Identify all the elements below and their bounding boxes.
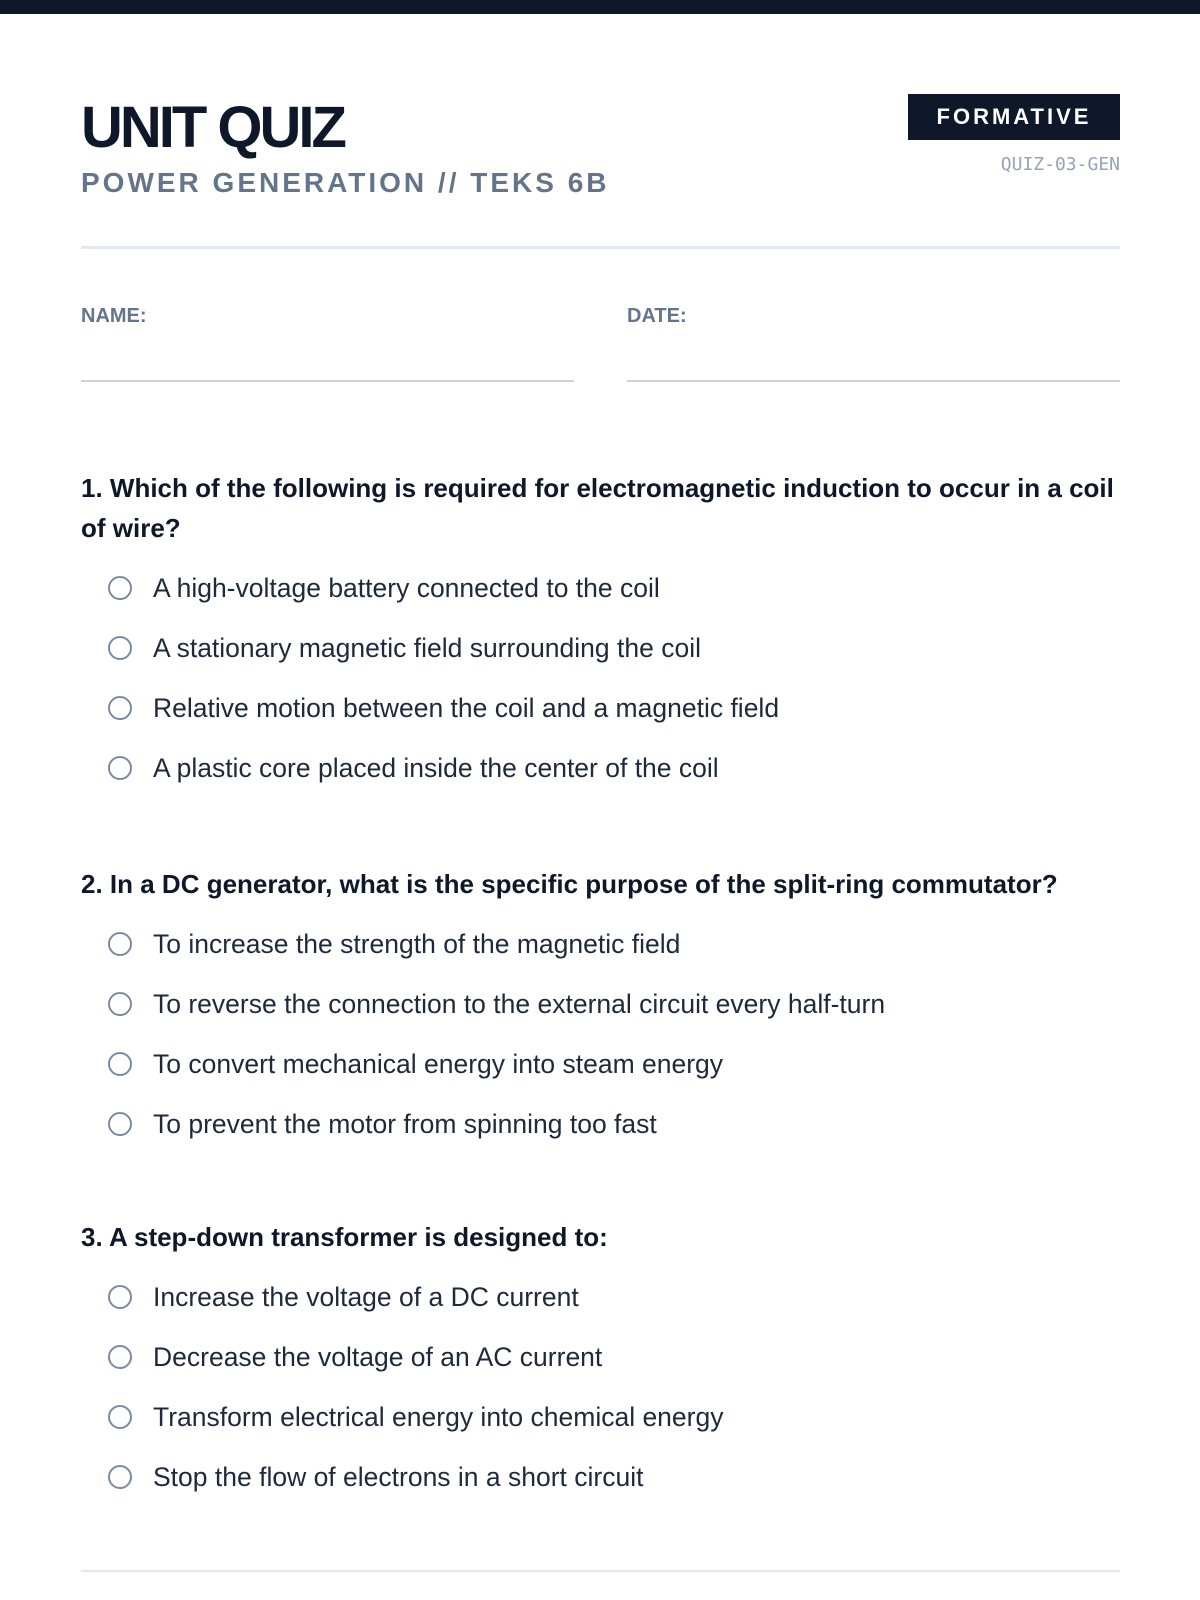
radio-button-icon[interactable] — [108, 992, 132, 1016]
quiz-code: QUIZ-03-GEN — [1000, 154, 1120, 175]
answer-option[interactable] — [81, 927, 1120, 987]
radio-button-icon[interactable] — [108, 1112, 132, 1136]
answer-option[interactable] — [81, 1107, 1120, 1167]
answer-option[interactable] — [81, 691, 1120, 751]
radio-button-icon[interactable] — [108, 1405, 132, 1429]
page-title: UNIT QUIZ — [81, 95, 344, 160]
option-label: Relative motion between the coil and a magnetic field — [153, 693, 780, 723]
answer-option[interactable] — [81, 1400, 1120, 1460]
question-text: 1. Which of the following is required for electromagnetic induction to occur in a coil of wire? — [81, 473, 1114, 543]
answer-options — [81, 571, 1120, 811]
date-label: DATE: — [627, 305, 687, 327]
question-3 — [81, 1217, 1120, 1520]
option-label: To increase the strength of the magnetic field — [153, 929, 681, 959]
radio-button-icon[interactable] — [108, 636, 132, 660]
option-label: Transform electrical energy into chemical energy — [153, 1402, 724, 1432]
radio-button-icon[interactable] — [108, 1345, 132, 1369]
option-label: To convert mechanical energy into steam energy — [153, 1049, 724, 1079]
option-label: A stationary magnetic field surrounding the coil — [153, 633, 701, 663]
question-2 — [81, 864, 1120, 1167]
radio-button-icon[interactable] — [108, 1052, 132, 1076]
option-label: Decrease the voltage of an AC current — [153, 1342, 603, 1372]
answer-option[interactable] — [81, 1340, 1120, 1400]
question-1 — [81, 468, 1120, 811]
question-text: 3. A step-down transformer is designed to: — [81, 1222, 608, 1252]
answer-option[interactable] — [81, 1047, 1120, 1107]
questions-section — [81, 0, 1120, 1600]
answer-option[interactable] — [81, 1460, 1120, 1520]
formative-badge: FORMATIVE — [908, 94, 1120, 140]
option-label: To prevent the motor from spinning too fast — [153, 1109, 657, 1139]
radio-button-icon[interactable] — [108, 576, 132, 600]
answer-option[interactable] — [81, 751, 1120, 811]
answer-option[interactable] — [81, 987, 1120, 1047]
footer-divider — [81, 1570, 1120, 1572]
option-label: A plastic core placed inside the center of the coil — [153, 753, 719, 783]
radio-button-icon[interactable] — [108, 756, 132, 780]
radio-button-icon[interactable] — [108, 1465, 132, 1489]
radio-button-icon[interactable] — [108, 1285, 132, 1309]
answer-options — [81, 927, 1120, 1167]
option-label: To reverse the connection to the external circuit every half-turn — [153, 989, 886, 1019]
answer-option[interactable] — [81, 571, 1120, 631]
answer-option[interactable] — [81, 1280, 1120, 1340]
page-subtitle: POWER GENERATION // TEKS 6B — [81, 167, 610, 198]
option-label: A high-voltage battery connected to the coil — [153, 573, 660, 603]
name-label: NAME: — [81, 305, 147, 327]
radio-button-icon[interactable] — [108, 932, 132, 956]
option-label: Stop the flow of electrons in a short circuit — [153, 1462, 644, 1492]
answer-option[interactable] — [81, 631, 1120, 691]
answer-options — [81, 1280, 1120, 1520]
radio-button-icon[interactable] — [108, 696, 132, 720]
question-text: 2. In a DC generator, what is the specific purpose of the split-ring commutator? — [81, 869, 1058, 899]
option-label: Increase the voltage of a DC current — [153, 1282, 579, 1312]
